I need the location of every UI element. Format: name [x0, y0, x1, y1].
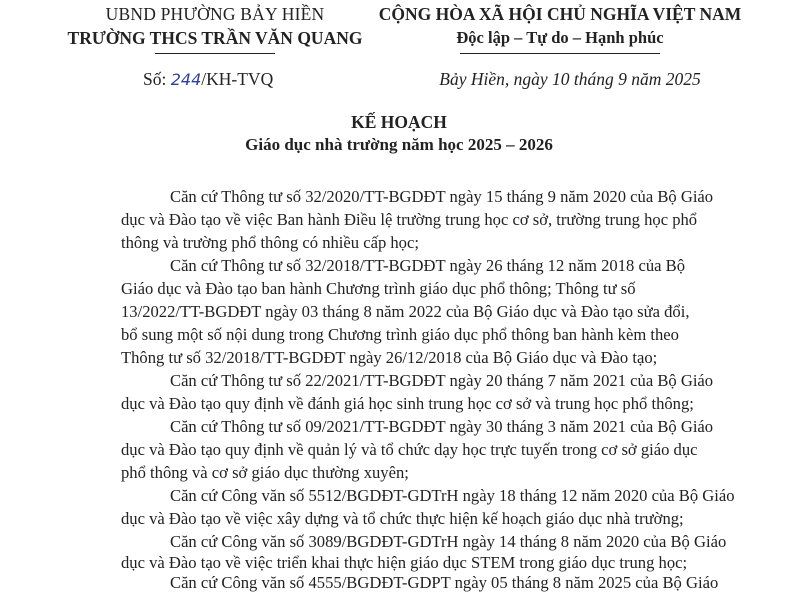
national-motto: Độc lập – Tự do – Hạnh phúc	[456, 28, 664, 47]
handwritten-number: 244	[170, 70, 202, 89]
school-underline	[155, 53, 275, 54]
place-date: Bảy Hiền, ngày 10 tháng 9 năm 2025	[439, 69, 701, 89]
motto-underline	[460, 53, 660, 54]
nation-name: CỘNG HÒA XÃ HỘI CHỦ NGHĨA VIỆT NAM	[378, 4, 742, 24]
body-line-14: Căn cứ Công văn số 5512/BGDĐT-GDTrH ngày 18 tháng 12 năm 2020 của Bộ Giáo	[170, 486, 735, 505]
school-name: TRƯỜNG THCS TRẦN VĂN QUANG	[67, 28, 363, 48]
body-line-5: Giáo dục và Đào tạo ban hành Chương trình giáo dục phổ thông; Thông tư số	[121, 279, 636, 298]
agency-name: UBND PHƯỜNG BẢY HIỀN	[105, 4, 325, 24]
document-number	[143, 69, 273, 90]
body-line-3: thông và trường phổ thông có nhiều cấp học;	[121, 233, 419, 252]
body-line-13: phổ thông và cơ sở giáo dục thường xuyên;	[121, 463, 409, 482]
body-line-7: bổ sung một số nội dung trong Chương trình giáo dục phổ thông ban hành kèm theo	[121, 325, 679, 344]
body-line-1: Căn cứ Thông tư số 32/2020/TT-BGDĐT ngày 15 tháng 9 năm 2020 của Bộ Giáo	[170, 187, 714, 206]
body-line-10: dục và Đào tạo quy định về đánh giá học sinh trung học cơ sở và trung học phổ thông;	[121, 394, 694, 413]
body-line-6: 13/2022/TT-BGDĐT ngày 03 tháng 8 năm 2022 của Bộ Giáo dục và Đào tạo sửa đổi,	[121, 302, 690, 321]
body-line-9: Căn cứ Thông tư số 22/2021/TT-BGDĐT ngày 20 tháng 7 năm 2021 của Bộ Giáo	[170, 371, 714, 390]
body-line-8: Thông tư số 32/2018/TT-BGDĐT ngày 26/12/2018 của Bộ Giáo dục và Đào tạo;	[121, 348, 658, 367]
body-line-16: Căn cứ Công văn số 3089/BGDĐT-GDTrH ngày 14 tháng 8 năm 2020 của Bộ Giáo	[170, 532, 727, 551]
body-line-2: dục và Đào tạo về việc Ban hành Điều lệ trường trung học cơ sở, trường trung học phổ	[121, 210, 698, 229]
number-prefix: Số:	[143, 69, 171, 89]
body-line-15: dục và Đào tạo về việc xây dựng và tổ chức thực hiện kế hoạch giáo dục nhà trường;	[121, 509, 684, 528]
body-line-17: dục và Đào tạo về việc triển khai thực hiện giáo dục STEM trong giáo dục trung học;	[121, 553, 688, 572]
document-type-title: KẾ HOẠCH	[351, 112, 447, 132]
body-line-18: Căn cứ Công văn số 4555/BGDĐT-GDPT ngày 05 tháng 8 năm 2025 của Bộ Giáo	[170, 573, 719, 592]
number-suffix: /KH-TVQ	[201, 69, 274, 89]
body-line-11: Căn cứ Thông tư số 09/2021/TT-BGDĐT ngày 30 tháng 3 năm 2021 của Bộ Giáo	[170, 417, 714, 436]
body-line-4: Căn cứ Thông tư số 32/2018/TT-BGDĐT ngày 26 tháng 12 năm 2018 của Bộ	[170, 256, 685, 275]
document-subject: Giáo dục nhà trường năm học 2025 – 2026	[245, 135, 553, 154]
body-line-12: dục và Đào tạo quy định về quản lý và tổ chức dạy học trực tuyến trong cơ sở giáo dục	[121, 440, 698, 459]
